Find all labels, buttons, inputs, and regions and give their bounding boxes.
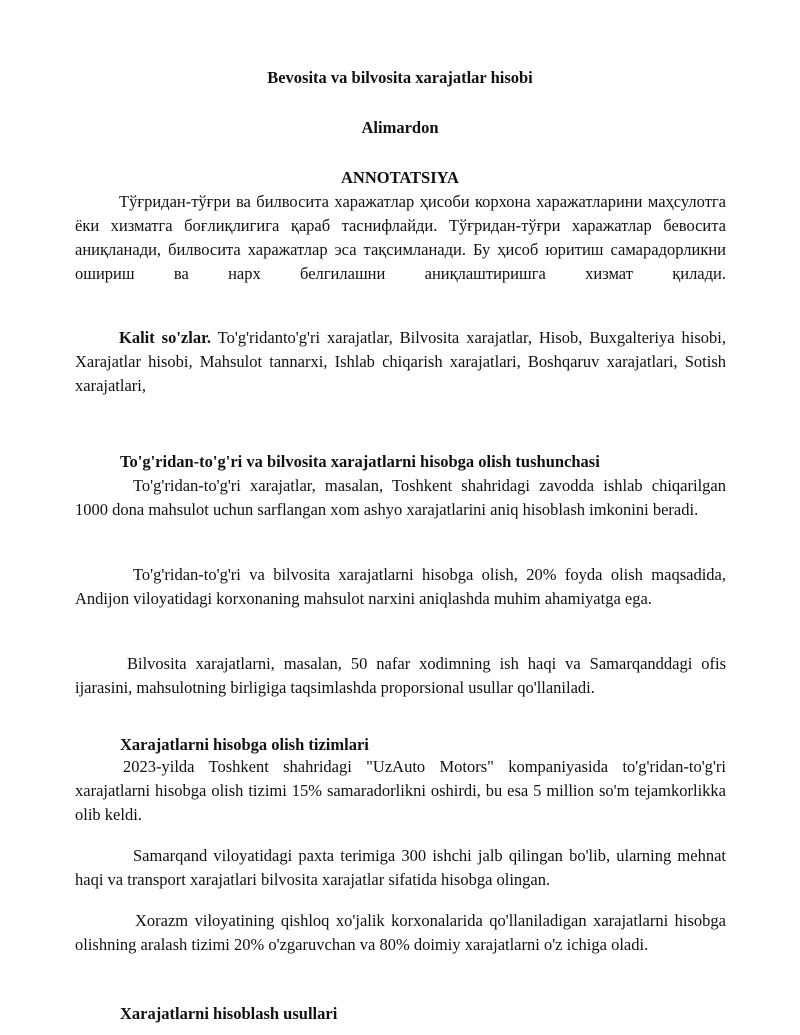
body-paragraph: Xorazm viloyatining qishloq xo'jalik korxonalarida qo'llaniladigan xarajatlarni hisobga olishning aralash tizimi 20% o'zgaruvchan va 80% doimiy xarajatlarni o'z ichiga oladi. [75,911,726,954]
section-heading: Xarajatlarni hisobga olish tizimlari [120,735,369,754]
section-heading: Xarajatlarni hisoblash usullari [120,1004,338,1023]
body-paragraph: Samarqand viloyatidagi paxta terimiga 300 ishchi jalb qilingan bo'lib, ularning mehnat haqi va transport xarajatlari bilvosita xarajatlar sifatida hisobga olingan. [75,846,726,889]
annotation-heading: ANNOTATSIYA [341,168,459,187]
body-paragraph: To'g'ridan-to'g'ri va bilvosita xarajatlarni hisobga olish, 20% foyda olish maqsadida, Andijon viloyatidagi korxonaning mahsulot narxini aniqlashda muhim ahamiyatga ega. [75,565,726,608]
annotation-paragraph: Тўғридан-тўғри ва билвосита харажатлар ҳисоби корхона харажатларини маҳсулотга ёки хизматга боғлиқлигига қараб таснифлайди. Тўғридан-тўғри харажатлар бевосита аниқланади, билвосита харажатлар эса тақсимланади. Бу ҳисоб юритиш самарадорликни ошириш ва нарх белгилашни аниқлаштиришга хизмат қилади. [75,192,726,283]
document-title: Bevosita va bilvosita xarajatlar hisobi [267,68,533,87]
body-paragraph: 2023-yilda Toshkent shahridagi "UzAuto Motors" kompaniyasida to'g'ridan-to'g'ri xarajatlarni hisobga olish tizimi 15% samaradorlikni oshirdi, bu esa 5 million so'm tejamkorlikka olib keldi. [75,757,726,824]
body-paragraph: Bilvosita xarajatlarni, masalan, 50 nafar xodimning ish haqi va Samarqanddagi ofis ijarasini, mahsulotning birligiga taqsimlashda proporsional usullar qo'llaniladi. [75,654,726,697]
keywords-text: To'g'ridanto'g'ri xarajatlar, Bilvosita xarajatlar, Hisob, Buxgalteriya hisobi, Xarajatlar hisobi, Mahsulot tannarxi, Ishlab chiqarish xarajatlari, Boshqaruv xarajatlari, Sotish xarajatlari, [75,328,726,395]
document-author: Alimardon [361,118,439,137]
section-heading: To'g'ridan-to'g'ri va bilvosita xarajatlarni hisobga olish tushunchasi [120,452,600,471]
keywords-label: Kalit so'zlar. [119,328,212,347]
body-paragraph: To'g'ridan-to'g'ri xarajatlar, masalan, Toshkent shahridagi zavodda ishlab chiqarilgan 1000 dona mahsulot uchun sarflangan xom ashyo xarajatlarini aniq hisoblash imkonini beradi. [75,476,726,519]
keywords-paragraph [75,326,726,398]
